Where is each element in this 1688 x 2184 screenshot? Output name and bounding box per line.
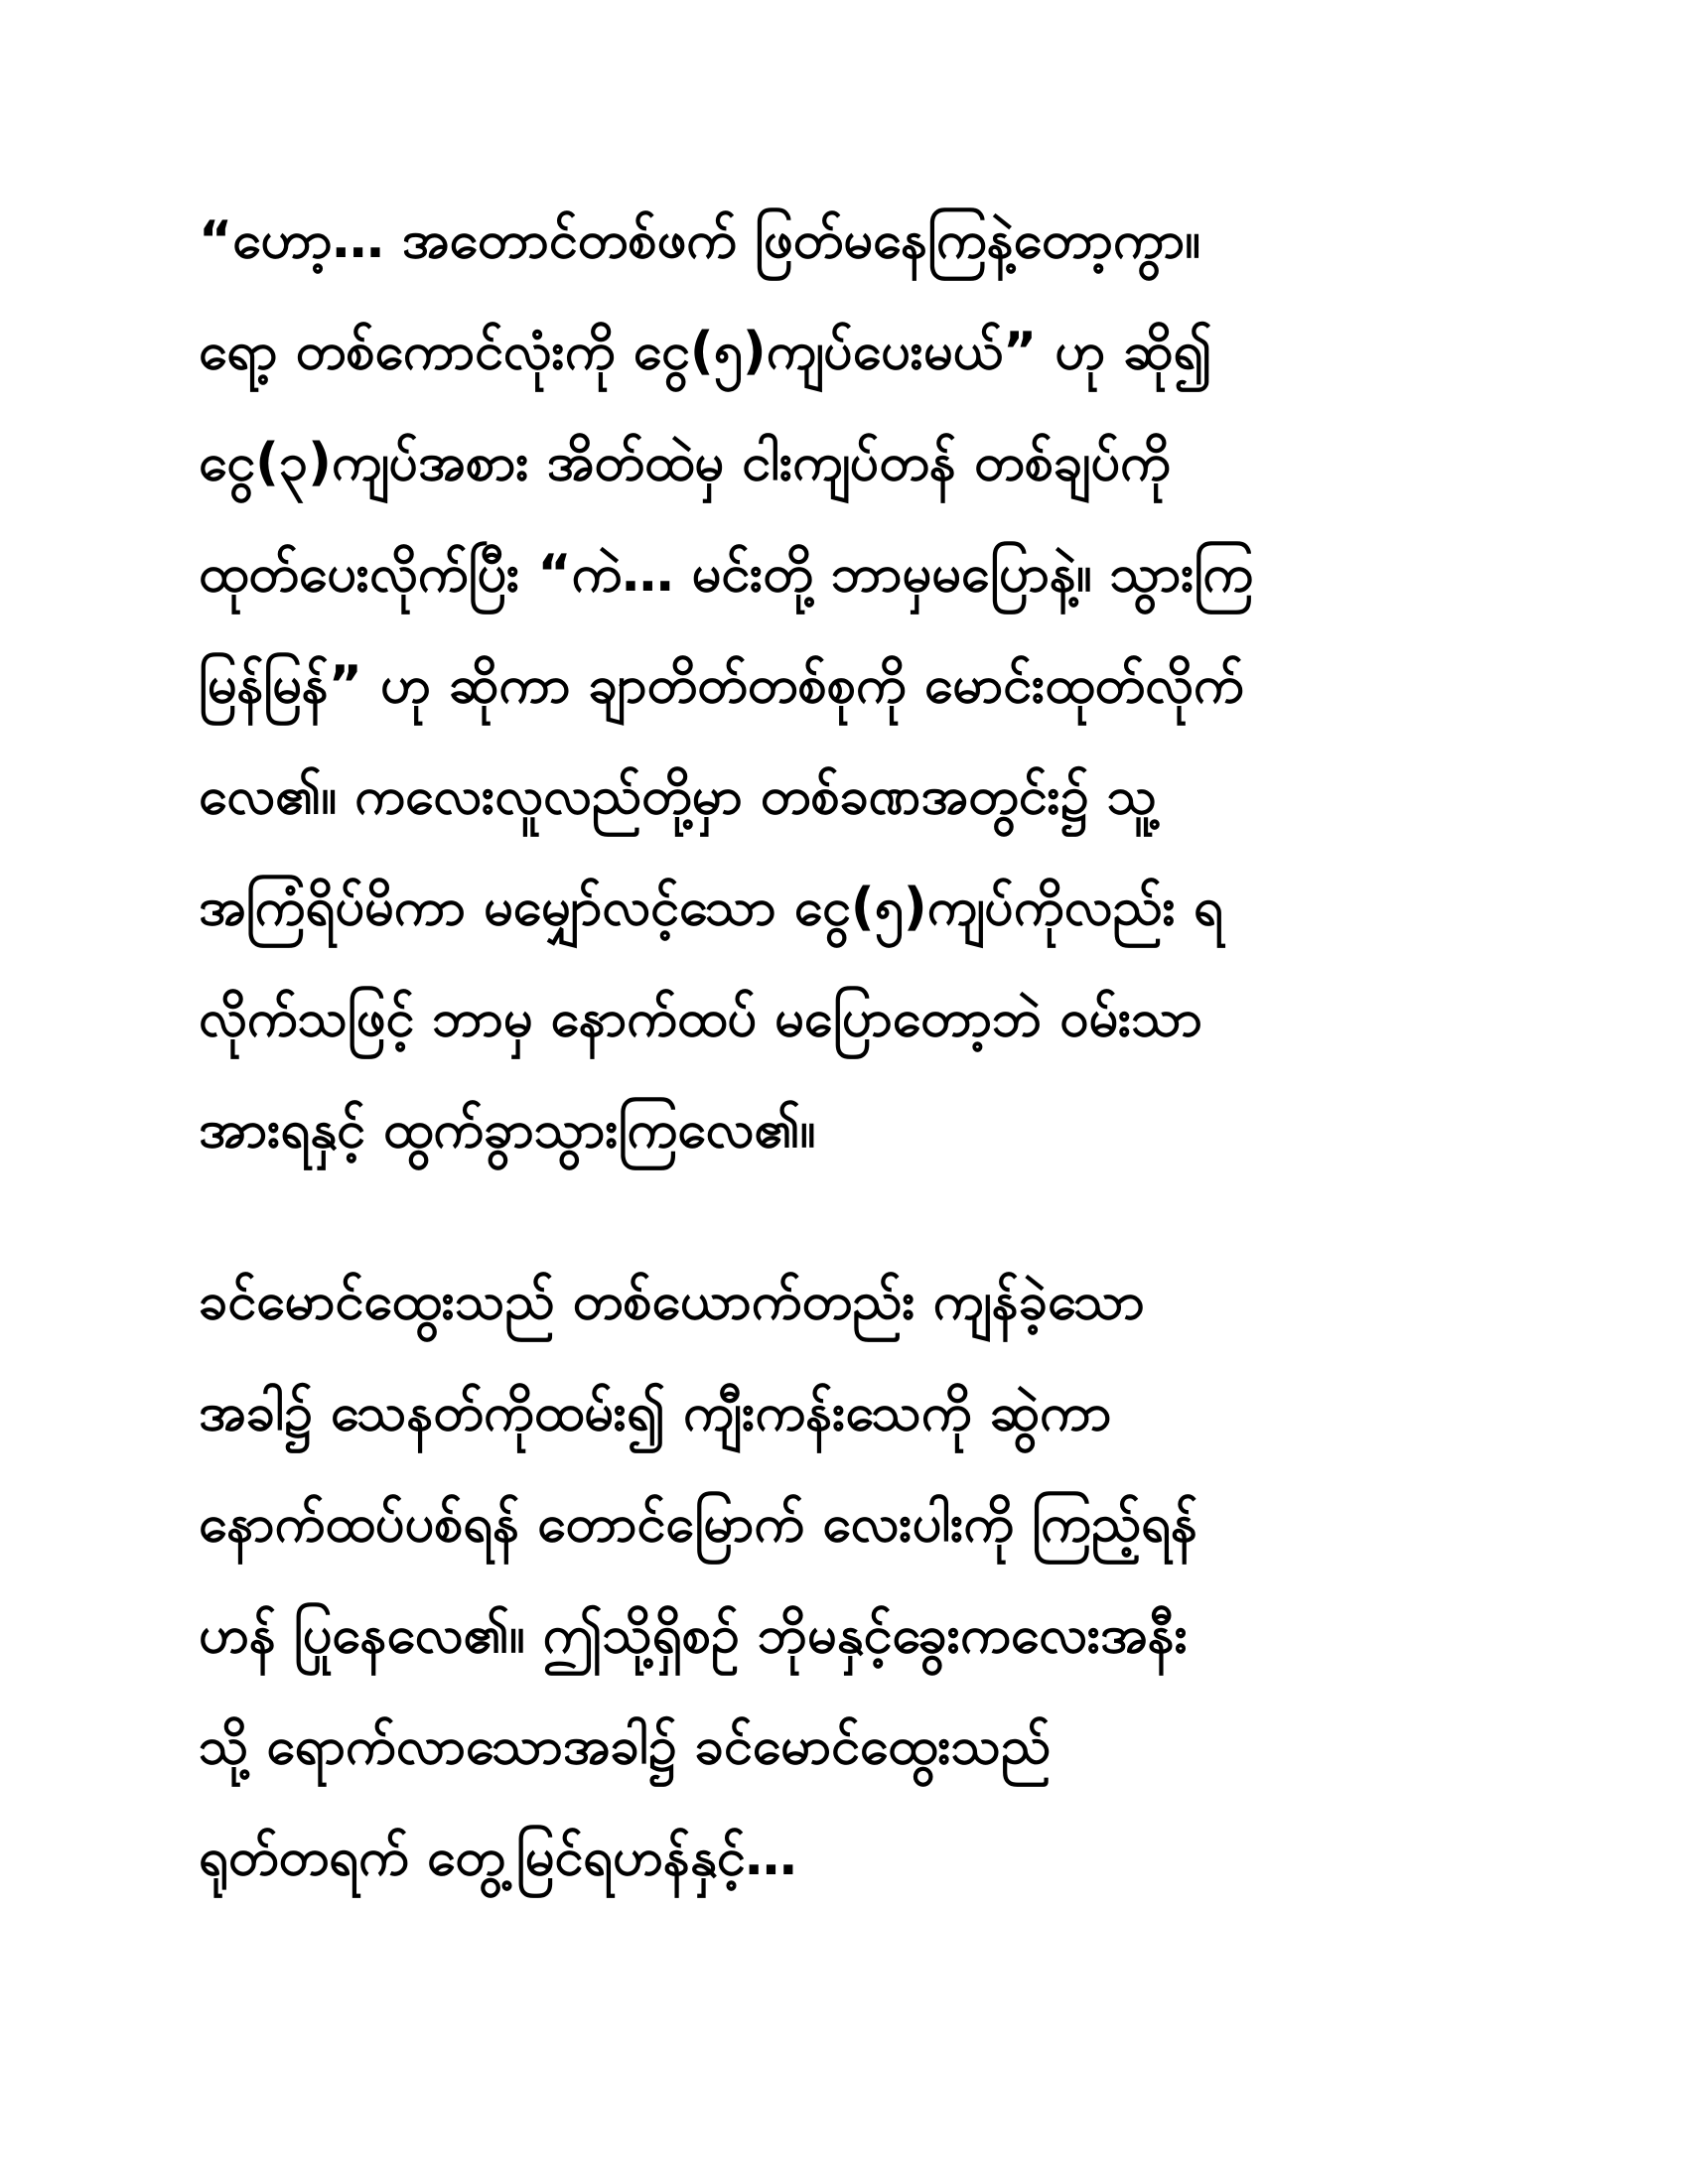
text-line: အကြံရိပ်မိကာ မမျှော်လင့်သော ငွေ(၅)ကျပ်ကိုလည်း ရ [199, 878, 1223, 937]
text-line: နောက်ထပ်ပစ်ရန် တောင်မြောက် လေးပါးကို ကြည့်ရန် [199, 1494, 1197, 1554]
text-line: ဟန် ပြုနေလေ၏။ ဤသို့ရှိစဉ် ဘိုမနှင့်ခွေးကလေးအနီး [199, 1605, 1188, 1665]
text-line: အခါ၌ သေနတ်ကိုထမ်း၍ ကျီးကန်းသေကို ဆွဲကာ [199, 1383, 1112, 1442]
paragraph-2 [199, 1246, 1489, 1913]
text-line: လိုက်သဖြင့် ဘာမှ နောက်ထပ် မပြောတော့ဘဲ ဝမ်းသာ [199, 989, 1202, 1048]
text-line: “ဟော့… အတောင်တစ်ဖက် ဖြတ်မနေကြနဲ့တော့ကွာ။ [199, 210, 1200, 270]
paragraph-1 [199, 185, 1489, 1185]
text-line: သို့ ရောက်လာသောအခါ၌ ခင်မောင်ထွေးသည် [199, 1716, 1052, 1776]
text-line: ရုတ်တရက် တွေ့မြင်ရဟန်နှင့်… [199, 1828, 797, 1887]
text-line: ထုတ်ပေးလိုက်ပြီး “ကဲ… မင်းတို့ ဘာမှမပြောနဲ့။ သွားကြ [199, 544, 1254, 604]
text-line: ရော့ တစ်ကောင်လုံးကို ငွေ(၅)ကျပ်ပေးမယ်” ဟု ဆို၍ [199, 322, 1212, 381]
text-line: မြန်မြန်” ဟု ဆိုကာ ချာတိတ်တစ်စုကို မောင်းထုတ်လိုက် [199, 655, 1244, 715]
text-line: ခင်မောင်ထွေးသည် တစ်ယောက်တည်း ကျန်ခဲ့သော [199, 1272, 1145, 1331]
text-line: လေ၏။ ကလေးလူလည်တို့မှာ တစ်ခဏအတွင်း၌ သူ့ [199, 766, 1157, 826]
text-line: ငွေ(၃)ကျပ်အစား အိတ်ထဲမှ ငါးကျပ်တန် တစ်ချပ်ကို [199, 433, 1171, 492]
text-line: အားရနှင့် ထွက်ခွာသွားကြလေ၏။ [199, 1100, 816, 1160]
